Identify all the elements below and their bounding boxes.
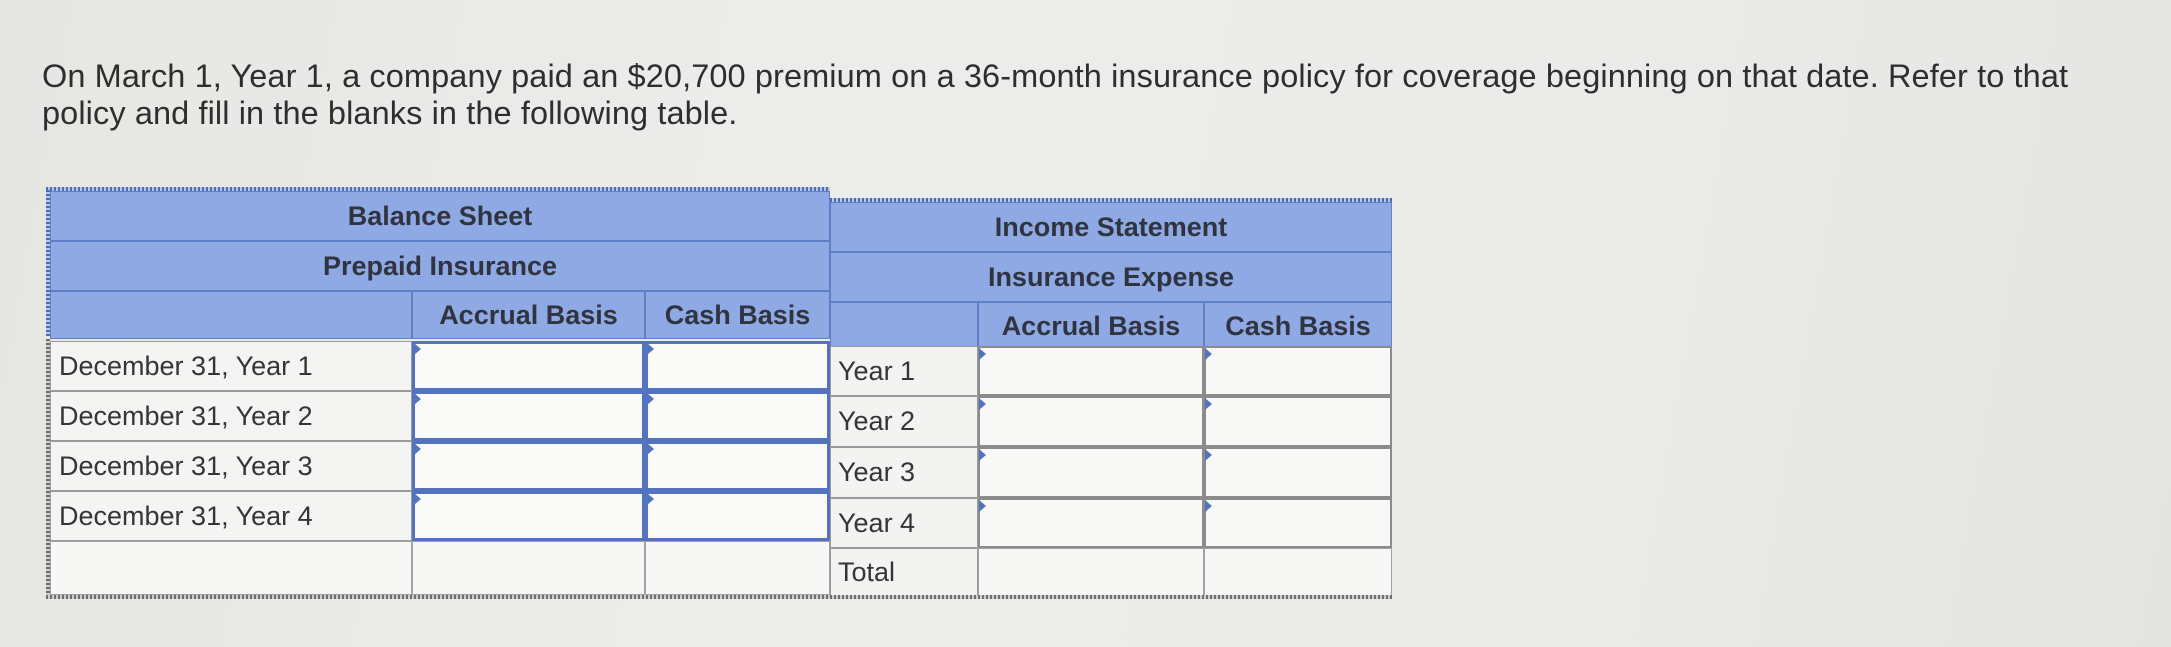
is-row-label-text: Year 3 (838, 457, 916, 487)
bs-row-label (50, 341, 412, 391)
bs-row-label (50, 491, 412, 541)
bs-row-label-text: December 31, Year 1 (59, 350, 313, 381)
balance-sheet-title (50, 191, 830, 241)
is-cash-basis-text: Cash Basis (1225, 310, 1371, 341)
is-row-label (830, 346, 978, 396)
is-total-accrual-cell (978, 548, 1204, 597)
is-row-label (830, 498, 978, 548)
bs-cash-input[interactable] (645, 441, 830, 491)
is-cash-input[interactable] (1204, 346, 1392, 396)
bs-cash-input[interactable] (645, 341, 830, 391)
is-total-cash-cell (1204, 548, 1392, 597)
is-cash-input[interactable] (1204, 447, 1392, 498)
bs-cash-input[interactable] (645, 391, 830, 441)
bs-accrual-basis-text: Accrual Basis (439, 299, 618, 330)
is-accrual-input[interactable] (978, 396, 1204, 447)
is-row-label (830, 447, 978, 498)
income-statement-title-text: Income Statement (994, 211, 1228, 242)
is-total-label (830, 548, 978, 597)
is-row-label-text: Year 4 (838, 507, 916, 538)
prepaid-insurance-header (50, 241, 830, 291)
bs-row-label-text: December 31, Year 2 (59, 400, 313, 431)
question-text: On March 1, Year 1, a company paid an $20,700 premium on a 36-month insurance policy for coverage beginning on that date. Refer to that policy and fill in the blanks in the following table. (42, 58, 2069, 131)
is-row-label-text: Year 1 (838, 355, 916, 386)
bs-empty-cell (645, 541, 830, 595)
income-statement-title (830, 202, 1392, 252)
bs-empty-cell (412, 541, 645, 595)
is-cash-input[interactable] (1204, 396, 1392, 447)
bs-accrual-input[interactable] (412, 391, 645, 441)
bs-accrual-basis-header (412, 291, 645, 339)
is-accrual-input[interactable] (978, 447, 1204, 498)
insurance-expense-header (830, 252, 1392, 302)
balance-sheet-blank-header (50, 291, 412, 339)
bs-row-label-text: December 31, Year 3 (59, 450, 313, 481)
is-accrual-basis-header (978, 302, 1204, 350)
bs-accrual-input[interactable] (412, 441, 645, 491)
prepaid-insurance-text: Prepaid Insurance (322, 250, 558, 281)
bs-cash-basis-text: Cash Basis (664, 299, 811, 330)
bs-accrual-input[interactable] (412, 341, 645, 391)
is-cash-input[interactable] (1204, 498, 1392, 548)
is-cash-basis-header (1204, 302, 1392, 350)
bs-empty-cell (50, 541, 412, 595)
bs-accrual-input[interactable] (412, 491, 645, 541)
income-statement-blank-header (830, 302, 978, 350)
bs-row-label (50, 391, 412, 441)
balance-sheet-title-text: Balance Sheet (347, 200, 533, 231)
is-accrual-input[interactable] (978, 498, 1204, 548)
bs-cash-input[interactable] (645, 491, 830, 541)
table-bottom-border (46, 595, 1392, 599)
is-row-label (830, 396, 978, 447)
is-accrual-input[interactable] (978, 346, 1204, 396)
bs-cash-basis-header (645, 291, 830, 339)
bs-row-label-text: December 31, Year 4 (59, 500, 313, 531)
insurance-expense-text: Insurance Expense (987, 261, 1235, 292)
is-total-label-text: Total (838, 557, 896, 587)
bs-row-label (50, 441, 412, 491)
is-accrual-basis-text: Accrual Basis (1001, 310, 1181, 341)
is-row-label-text: Year 2 (838, 406, 916, 436)
